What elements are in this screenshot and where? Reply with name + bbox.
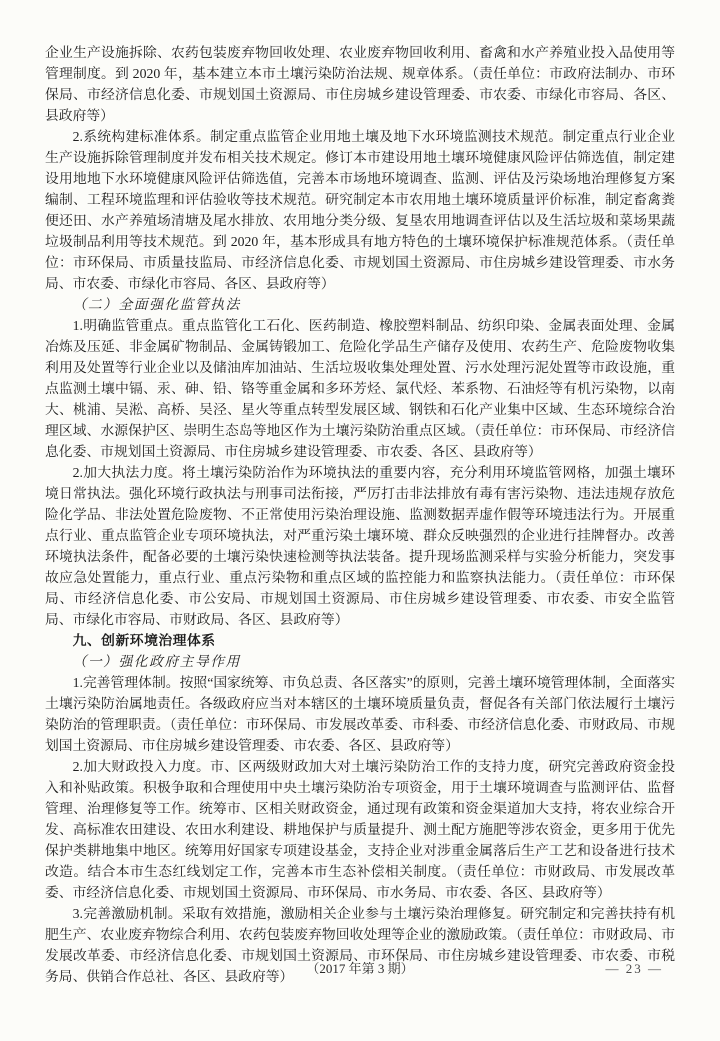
subsection-heading-supervision-enforcement: （二）全面强化监管执法 xyxy=(72,297,241,312)
paragraph-standards-system: 2.系统构建标准体系。制定重点监管企业用地土壤及地下水环境监测技术规范。制定重点行业企业生产设施拆除管理制度并发布相关技术规定。修订本市建设用地土壤环境健康风险评估筛选值，制定建设用地地下水环境健康风险评估筛选值，完善本市场地环境调查、监测、评估及污染场地治理修复方案编制、工程环境监理和评估验收等技术规范。研究制定本市农用地土壤环境质量评价标准，制定畜禽粪便还田、水产养殖场清塘及尾水排放、农用地分类分级、复垦农用地调查评估以及生活垃圾和菜场果蔬垃圾制品利用等技术规范。到 2020 年，基本形成具有地方特色的土壤环境保护标准规范体系。（责任单位：市环保局、市质量技监局、市经济信息化委、市规划国土资源局、市住房城乡建设管理委、市水务局、市农委、市绿化市容局、各区、县政府等） xyxy=(45,129,675,291)
paragraph-management-structure: 1.完善管理体制。按照“国家统筹、市负总责、各区落实”的原则，完善土壤环境管理体制，全面落实土壤污染防治属地责任。各级政府应当对本辖区的土壤环境质量负责，督促各有关部门依法履行土壤污染防治的管理职责。（责任单位：市环保局、市发展改革委、市科委、市经济信息化委、市财政局、市规划国土资源局、市住房城乡建设管理委、市农委、各区、县政府等） xyxy=(45,675,675,753)
paragraph-fiscal-investment: 2.加大财政投入力度。市、区两级财政加大对土壤污染防治工作的支持力度，研究完善政府资金投入和补贴政策。积极争取和合理使用中央土壤污染防治专项资金，用于土壤环境调查与监测评估、监督管理、治理修复等工作。统筹市、区相关财政资金，通过现有政策和资金渠道加大支持，将农业综合开发、高标准农田建设、农田水利建设、耕地保护与质量提升、测土配方施肥等涉农资金，更多用于优先保护类耕地集中地区。统筹用好国家专项建设基金，支持企业对涉重金属落后生产工艺和设备进行技术改造。结合本市生态红线划定工作，完善本市生态补偿相关制度。（责任单位：市财政局、市发展改革委、市经济信息化委、市规划国土资源局、市环保局、市水务局、市农委、各区、县政府等） xyxy=(45,759,675,900)
section-heading-governance-system: 九、创新环境治理体系 xyxy=(72,633,216,648)
page-footer xyxy=(45,958,675,980)
paragraph-continuation: 企业生产设施拆除、农药包装废弃物回收处理、农业废弃物回收利用、畜禽和水产养殖业投入品使用等管理制度。到 2020 年，基本建立本市土壤污染防治法规、规章体系。（责任单位：市政府法制办、市环保局、市经济信息化委、市规划国土资源局、市住房城乡建设管理委、市农委、市绿化市容局、各区、县政府等） xyxy=(45,45,675,123)
paragraph-enforcement-strength: 2.加大执法力度。将土壤污染防治作为环境执法的重要内容，充分利用环境监管网格，加强土壤环境日常执法。强化环境行政执法与刑事司法衔接，严厉打击非法排放有毒有害污染物、违法违规存放危险化学品、非法处置危险废物、不正常使用污染治理设施、监测数据弄虚作假等环境违法行为。开展重点行业、重点监管企业专项环境执法，对严重污染土壤环境、群众反映强烈的企业进行挂牌督办。改善环境执法条件，配备必要的土壤污染快速检测等执法装备。提升现场监测采样与实验分析能力，突发事故应急处置能力，重点行业、重点污染物和重点区域的监控能力和监察执法能力。（责任单位：市环保局、市经济信息化委、市公安局、市规划国土资源局、市住房城乡建设管理委、市农委、市安全监管局、市绿化市容局、市财政局、各区、县政府等） xyxy=(45,465,675,627)
issue-label: （2017 年第 3 期） xyxy=(306,961,414,976)
document-body xyxy=(45,42,675,987)
paragraph-incentive-mechanism: 3.完善激励机制。采取有效措施，激励相关企业参与土壤污染治理修复。研究制定和完善扶持有机肥生产、农业废弃物综合利用、农药包装废弃物回收处理等企业的激励政策。（责任单位：市财政局、市发展改革委、市经济信息化委、市规划国土资源局、市环保局、市住房城乡建设管理委、市农委、市税务局、供销合作总社、各区、县政府等） xyxy=(45,906,675,984)
paragraph-supervision-focus: 1.明确监管重点。重点监管化工石化、医药制造、橡胶塑料制品、纺织印染、金属表面处理、金属冶炼及压延、非金属矿物制品、金属铸锻加工、危险化学品生产储存及使用、农药生产、危险废物收集利用及处置等行业企业以及储油库加油站、生活垃圾收集处理处置、污水处理污泥处置等市政设施，重点监测土壤中镉、汞、砷、铅、铬等重金属和多环芳烃、氯代烃、苯系物、石油烃等有机污染物，以南大、桃浦、吴淞、高桥、吴泾、星火等重点转型发展区域、钢铁和石化产业集中区域、生态环境综合治理区域、水源保护区、崇明生态岛等地区作为土壤污染防治重点区域。（责任单位：市环保局、市经济信息化委、市规划国土资源局、市住房城乡建设管理委、市农委、各区、县政府等） xyxy=(45,318,675,459)
subsection-heading-government-role: （一）强化政府主导作用 xyxy=(72,654,241,669)
page-number: — 23 — xyxy=(605,961,663,976)
